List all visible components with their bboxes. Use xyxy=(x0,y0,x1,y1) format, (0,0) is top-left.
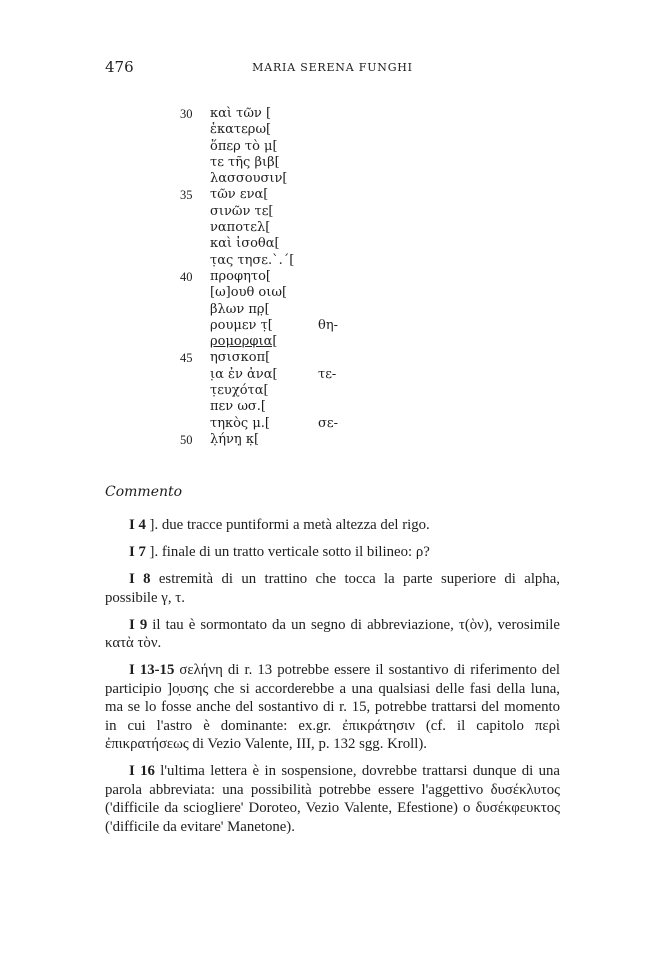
comment-paragraph xyxy=(105,661,560,754)
papyrus-line xyxy=(180,367,380,383)
comment-text: estremità di un trattino che tocca la parte superiore di alpha, possibile γ, τ. xyxy=(105,571,560,606)
line-text: προφητο[ xyxy=(210,268,271,284)
line-text: τ̣ευχότα[ xyxy=(210,383,269,399)
line-text: τε τῆς βιβ[ xyxy=(210,154,280,170)
line-text: σινῶν τε[ xyxy=(210,203,274,219)
papyrus-line xyxy=(180,253,380,269)
line-text: ἑκατερω[ xyxy=(210,122,272,138)
comment-line-ref: I 8 xyxy=(129,571,151,587)
comment-paragraph xyxy=(105,762,560,836)
papyrus-line xyxy=(180,139,380,155)
line-text: πεν ωσ.[ xyxy=(210,399,266,415)
line-number: 50 xyxy=(180,432,193,447)
papyrus-line xyxy=(180,432,380,448)
papyrus-line xyxy=(180,334,380,350)
line-text: ρουμεν τ̣[ xyxy=(210,317,273,333)
line-number: 40 xyxy=(180,269,193,284)
papyrus-line xyxy=(180,399,380,415)
papyrus-line xyxy=(180,155,380,171)
comment-text: σελήνη di r. 13 potrebbe essere il sostantivo di riferimento del participio ]ο̣υσης che si accorderebbe a una qualsiasi delle fasi della luna, ma se lo fosse anche del sostantivo di r. 15, potrebbe trattarsi del momento in cui l'astro è dominante: ex.gr. ἐπικράτησιν (cf. il capitolo περὶ ἐπικρατήσεως di Vezio Valente, III, p. 132 sgg. Kroll). xyxy=(105,662,560,752)
line-text: βλων πρ̣[ xyxy=(210,301,270,317)
papyrus-line xyxy=(180,269,380,285)
line-text: καὶ τῶν [ xyxy=(210,106,272,121)
running-head-title: MARIA SERENA FUNGHI xyxy=(252,61,413,74)
line-text: καὶ ἰσοθα[ xyxy=(210,236,280,252)
comment-line-ref: I 4 xyxy=(129,517,146,533)
papyrus-line xyxy=(180,122,380,138)
running-head xyxy=(105,58,560,80)
line-text: λασσουσιν[ xyxy=(210,171,288,187)
line-margin-note: τε- xyxy=(318,366,337,382)
papyrus-line xyxy=(180,416,380,432)
line-text: ὅπερ τὸ μ[ xyxy=(210,138,278,154)
line-number: 30 xyxy=(180,107,193,121)
papyrus-line xyxy=(180,350,380,366)
comment-text: il tau è sormontato da un segno di abbreviazione, τ(ὸν), verosimile κατὰ τὸν. xyxy=(105,616,560,651)
papyrus-line xyxy=(180,187,380,203)
line-number: 45 xyxy=(180,351,193,366)
comment-text: l'ultima lettera è in sospensione, dovrebbe trattarsi dunque di una parola abbreviata: una possibilità potrebbe essere l'aggettivo δυσέκλυτος ('difficile da sciogliere' Doroteo, Vezio Valente, Efestione) o δυσέκφευκτος ('difficile da evitare' Manetone). xyxy=(105,763,560,835)
line-text: τηκὸς μ.[ xyxy=(210,415,270,431)
comment-line-ref: I 16 xyxy=(129,763,155,779)
line-margin-note: θη- xyxy=(318,317,339,333)
papyrus-transcription xyxy=(180,106,380,448)
line-text: ι̣α ἐν ἀνα[ xyxy=(210,366,278,382)
comment-line-ref: I 9 xyxy=(129,616,148,633)
papyrus-line xyxy=(180,106,380,122)
comment-paragraph xyxy=(105,543,560,562)
comment-line-ref: I 13-15 xyxy=(129,662,175,678)
comment-line-ref: I 7 xyxy=(129,544,146,560)
papyrus-line xyxy=(180,285,380,301)
papyrus-line xyxy=(180,318,380,334)
line-text: ναποτελ[ xyxy=(210,220,271,236)
papyrus-line xyxy=(180,220,380,236)
page-number: 476 xyxy=(105,58,134,76)
line-text: [ω]ουθ οιω[ xyxy=(210,285,288,301)
line-text: ησισκοπ[ xyxy=(210,350,271,366)
comment-text: ]. due tracce puntiformi a metà altezza del rigo. xyxy=(145,517,430,533)
comment-paragraph xyxy=(105,616,560,653)
line-margin-note: σε- xyxy=(318,415,339,431)
line-text: τ̣ας τησε.`.´[ xyxy=(210,252,295,268)
papyrus-line xyxy=(180,236,380,252)
commentary xyxy=(105,516,560,845)
papyrus-line xyxy=(180,171,380,187)
line-number: 35 xyxy=(180,188,193,203)
comment-paragraph xyxy=(105,516,560,535)
line-text: τῶν ενα[ xyxy=(210,187,269,203)
papyrus-line xyxy=(180,383,380,399)
commento-heading: Commento xyxy=(105,484,183,500)
papyrus-line xyxy=(180,302,380,318)
comment-paragraph xyxy=(105,570,560,607)
comment-text: ]. finale di un tratto verticale sotto il bilineo: ρ? xyxy=(145,544,430,560)
line-text: λ̣ήνη̣ κ̣[ xyxy=(210,431,260,447)
line-text: ρομορφια[ xyxy=(210,334,278,350)
papyrus-line xyxy=(180,204,380,220)
